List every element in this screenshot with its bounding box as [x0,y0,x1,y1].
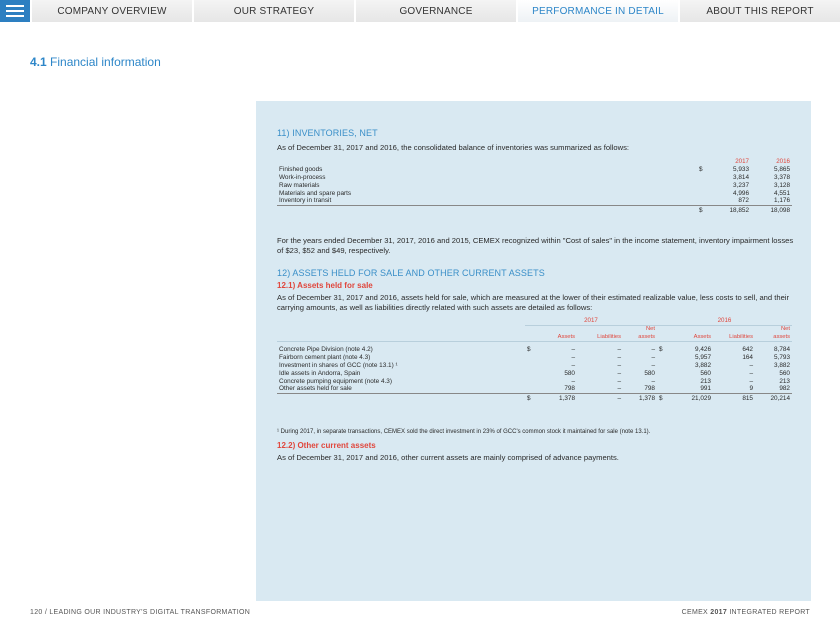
cell: – [617,353,621,361]
value-2016: 1,176 [774,197,790,205]
table-row [277,353,792,361]
cell: 164 [742,353,753,361]
inventories-note: For the years ended December 31, 2017, 2016 and 2015, CEMEX recognized within "Cost of sales" in the income statement, inventory impairment losses of $23, $52 and $49, respectively. [277,236,794,255]
cell: – [617,385,621,393]
inventories-table-wrap [277,157,792,214]
assets-heading: 12) ASSETS HELD FOR SALE AND OTHER CURRENT ASSETS [277,268,545,278]
row-label: Fairborn cement plant (note 4.3) [279,353,371,361]
inventories-intro: As of December 31, 2017 and 2016, the consolidated balance of inventories was summarized as follows: [277,143,630,152]
value-2017: 5,933 [733,165,749,173]
currency [657,353,671,361]
value-2017: 4,996 [733,189,749,197]
cell: – [617,361,621,369]
assets-intro: As of December 31, 2017 and 2016, assets held for sale, which are measured at the lower of their estimated realizable value, less costs to sell, and their carrying amounts, as well as liabilities directly related with such assets are detailed as follows: [277,293,790,312]
currency [525,369,539,377]
cell: – [651,361,655,369]
table-row [277,377,792,385]
row-label: Concrete Pipe Division (note 4.2) [279,345,373,353]
cell: 9 [749,385,753,393]
value-2016: 3,128 [774,181,790,189]
section-title-text: Financial information [50,55,161,69]
currency: $ [657,393,671,402]
cell: – [749,369,753,377]
currency [697,197,713,205]
currency: $ [527,345,531,353]
table-row [277,165,792,173]
cell: 5,957 [695,353,711,361]
footer-right [682,609,810,616]
total-2016: 18,098 [751,205,792,214]
total-row [277,205,792,214]
row-label: Materials and spare parts [279,189,352,197]
year-group-row [277,317,792,325]
currency [525,385,539,393]
cell: – [651,345,655,353]
table-row [277,173,792,181]
currency: $ [659,345,663,353]
table-row [277,361,792,369]
value-2016: 5,865 [774,165,790,173]
row-label: Investment in shares of GCC (note 13.1) ¹ [279,361,398,369]
row-label: Raw materials [279,181,320,189]
liabilities-col-header: Liabilities [597,333,621,340]
net-header-line1: Net [780,326,790,333]
cell: 580 [564,369,575,377]
net-assets-col-header: assets [773,333,790,340]
tab-our-strategy[interactable]: OUR STRATEGY [192,0,354,22]
cell: – [749,377,753,385]
currency [697,181,713,189]
cell: 5,793 [774,353,790,361]
year-2016-header: 2016 [657,317,792,325]
net-label-row [277,325,792,333]
value-2017: 872 [738,197,749,205]
currency: $ [525,393,539,402]
cell: 798 [564,385,575,393]
cell: 982 [779,385,790,393]
cell: 560 [700,369,711,377]
currency [525,361,539,369]
table-row [277,197,792,205]
currency: $ [697,205,713,214]
footer-brand: CEMEX [681,609,709,616]
cell: – [749,361,753,369]
table-header-row [277,157,792,165]
assets-table-wrap [277,317,792,402]
cell: 815 [713,393,755,402]
year-header: 2016 [776,157,790,165]
table-row [277,345,792,353]
value-2016: 4,551 [774,189,790,197]
table-row [277,369,792,377]
currency [525,377,539,385]
section-number: 4.1 [30,55,47,69]
cell: 20,214 [755,393,792,402]
cell: 8,784 [774,345,790,353]
currency [657,361,671,369]
footer-year: 2017 [710,609,728,616]
section-title [30,55,161,69]
currency [525,353,539,361]
cell: – [651,353,655,361]
row-label: Work-in-process [279,173,326,181]
net-header-line1: Net [645,326,655,333]
content-panel [256,101,811,601]
footer-report-title: INTEGRATED REPORT [729,609,810,616]
year-2017-header: 2017 [525,317,657,325]
value-2016: 3,378 [774,173,790,181]
row-label: Concrete pumping equipment (note 4.3) [279,377,392,385]
cell: – [617,345,621,353]
table-row [277,189,792,197]
tab-company-overview[interactable]: COMPANY OVERVIEW [30,0,192,22]
cell: – [577,393,623,402]
column-header-row [277,333,792,341]
footer-left: 120 / LEADING OUR INDUSTRY'S DIGITAL TRANSFORMATION [30,609,251,616]
year-header: 2017 [735,157,749,165]
cell: 1,378 [623,393,657,402]
tab-governance[interactable]: GOVERNANCE [354,0,516,22]
value-2017: 3,814 [733,173,749,181]
table-row [277,385,792,393]
hamburger-icon[interactable] [0,0,30,22]
currency [697,189,713,197]
tab-performance-in-detail[interactable]: PERFORMANCE IN DETAIL [516,0,678,22]
assets-held-for-sale-table [277,317,792,402]
other-current-assets-text: As of December 31, 2017 and 2016, other current assets are mainly comprised of advance payments. [277,453,619,462]
row-label: Finished goods [279,165,323,173]
row-label: Other assets held for sale [279,385,352,393]
table-row [277,181,792,189]
currency [657,377,671,385]
net-assets-col-header: assets [638,333,655,340]
currency: $ [699,165,703,173]
cell: – [651,377,655,385]
cell: 580 [644,369,655,377]
total-2017: 18,852 [713,205,751,214]
tab-about-this-report[interactable]: ABOUT THIS REPORT [678,0,840,22]
cell: 642 [742,345,753,353]
assets-held-for-sale-subheading: 12.1) Assets held for sale [277,281,373,290]
cell: – [617,377,621,385]
assets-col-header: Assets [557,333,575,340]
currency [697,173,713,181]
inventories-table [277,157,792,214]
liabilities-col-header: Liabilities [729,333,753,340]
currency [657,369,671,377]
cell: 3,882 [695,361,711,369]
cell: 560 [779,369,790,377]
cell: – [571,353,575,361]
cell: 798 [644,385,655,393]
cell: 1,378 [539,393,577,402]
assets-footnote: ¹ During 2017, in separate transactions, CEMEX sold the direct investment in 23% of GCC's common stock it maintained for sale (note 13.1). [277,429,651,435]
cell: 213 [779,377,790,385]
cell: 991 [700,385,711,393]
cell: – [617,369,621,377]
cell: – [571,361,575,369]
cell: 213 [700,377,711,385]
total-row [277,393,792,402]
currency [657,385,671,393]
assets-col-header: Assets [693,333,711,340]
cell: – [571,377,575,385]
cell: 21,029 [671,393,713,402]
cell: 3,882 [774,361,790,369]
other-current-assets-subheading: 12.2) Other current assets [277,441,376,450]
inventories-heading: 11) INVENTORIES, NET [277,128,378,138]
row-label: Inventory in transit [279,197,332,205]
top-navigation [0,0,840,22]
cell: – [571,345,575,353]
cell: 9,426 [695,345,711,353]
value-2017: 3,237 [733,181,749,189]
row-label: Idle assets in Andorra, Spain [279,369,361,377]
